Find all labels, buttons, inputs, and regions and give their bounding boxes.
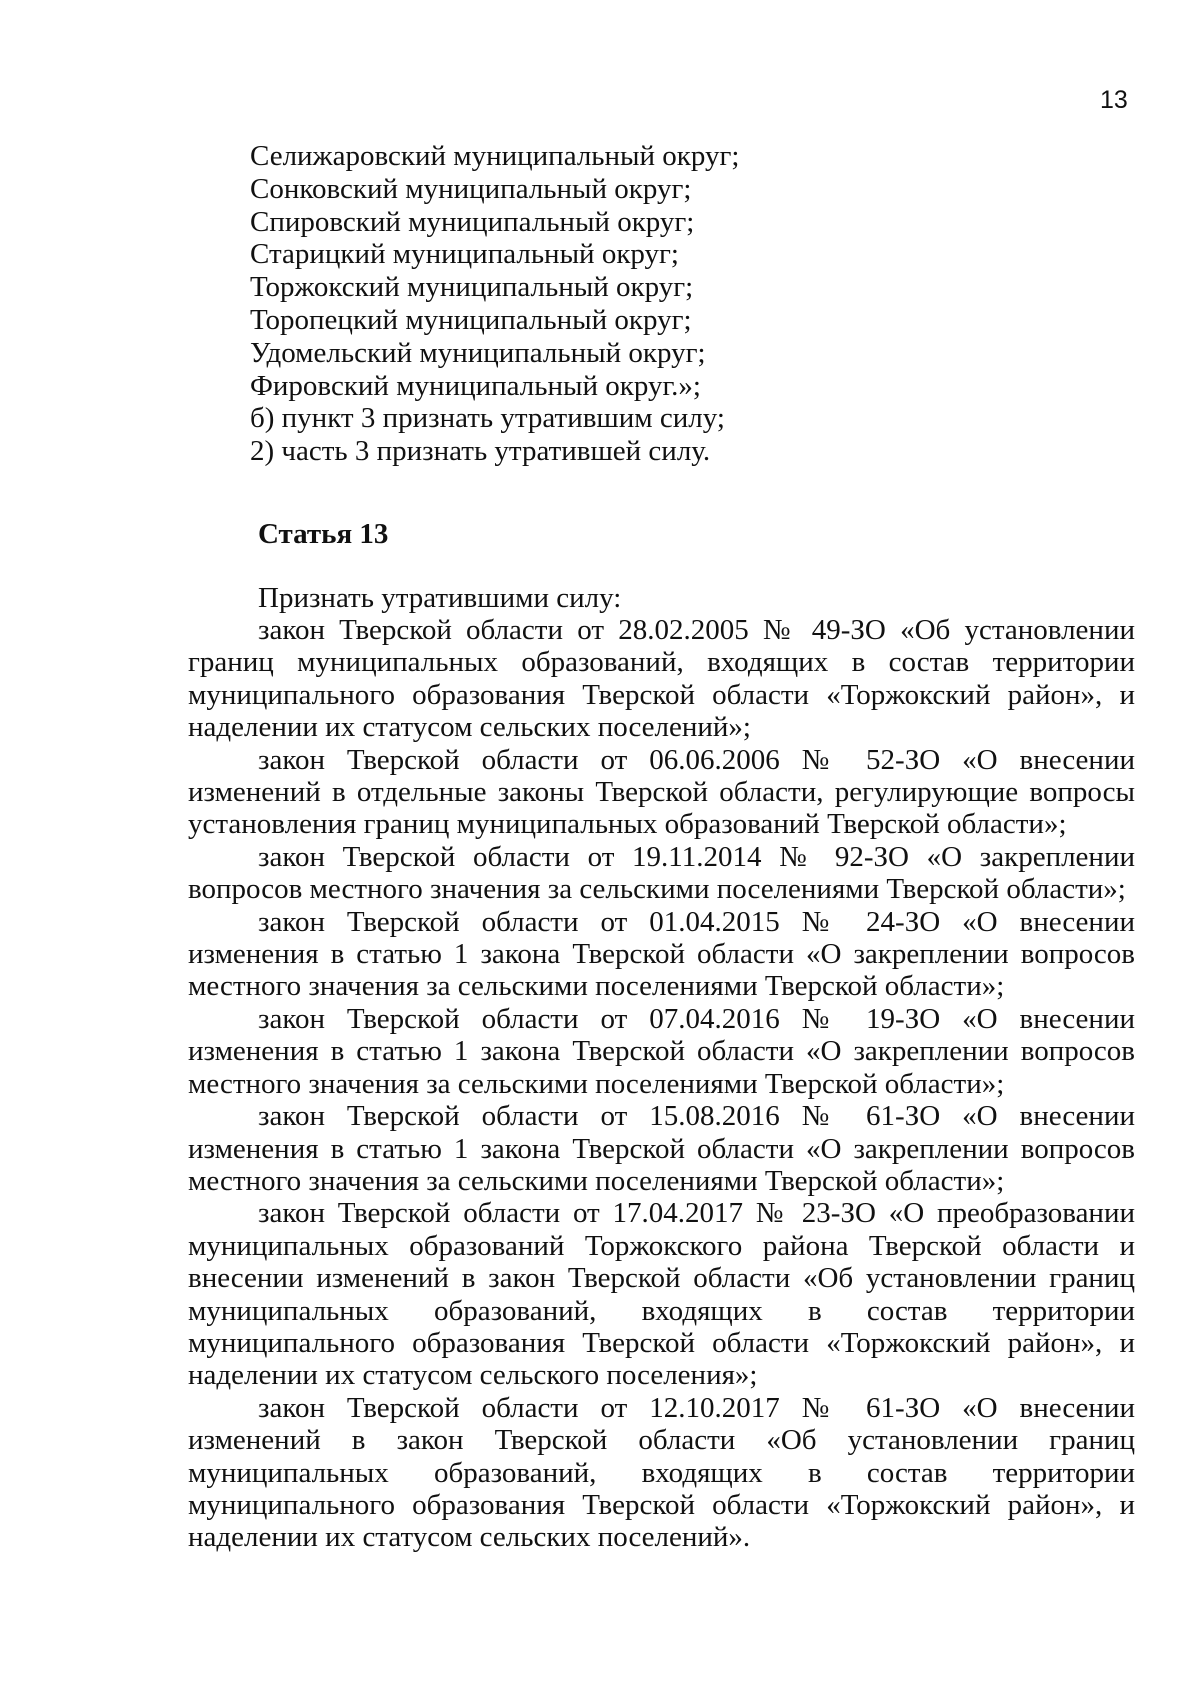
list-line: Торопецкий муниципальный округ;: [250, 303, 692, 336]
list-line: Селижаровский муниципальный округ;: [250, 140, 740, 172]
law-paragraph: закон Тверской области от 07.04.2016 № 19-ЗО «О внесении изменения в статью 1 закона Тверской области «О закреплении вопросов местного значения за сельскими поселениями Тверской области»;: [188, 1002, 1135, 1100]
article-intro: Признать утратившими силу:: [258, 582, 622, 614]
list-line: Торжокский муниципальный округ;: [250, 271, 694, 304]
list-line: Удомельский муниципальный округ;: [250, 336, 706, 369]
law-paragraph: закон Тверской области от 12.10.2017 № 61-ЗО «О внесении изменений в закон Тверской области «Об установлении границ муниципальных образований, входящих в состав территории муниципального образования Тверской области «Торжокский район», и наделении их статусом сельских поселений».: [188, 1391, 1135, 1554]
law-paragraph: закон Тверской области от 06.06.2006 № 52-ЗО «О внесении изменений в отдельные законы Тверской области, регулирующие вопросы установления границ муниципальных образований Тверской области»;: [188, 743, 1135, 841]
list-line: Спировский муниципальный округ;: [250, 205, 695, 238]
law-paragraph: закон Тверской области от 28.02.2005 № 49-ЗО «Об установлении границ муниципальных образований, входящих в состав территории муниципального образования Тверской области «Торжокский район», и наделении их статусом сельских поселений»;: [188, 614, 1135, 744]
repealed-laws-list: [188, 614, 1135, 1554]
page-number: 13: [1100, 86, 1128, 114]
list-line: б) пункт 3 признать утратившим силу;: [250, 402, 725, 435]
law-paragraph: закон Тверской области от 01.04.2015 № 24-ЗО «О внесении изменения в статью 1 закона Тверской области «О закреплении вопросов местного значения за сельскими поселениями Тверской области»;: [188, 905, 1135, 1003]
list-line: Фировский муниципальный округ.»;: [250, 369, 701, 402]
law-paragraph: закон Тверской области от 15.08.2016 № 61-ЗО «О внесении изменения в статью 1 закона Тверской области «О закреплении вопросов местного значения за сельскими поселениями Тверской области»;: [188, 1100, 1135, 1197]
list-line: Сонковский муниципальный округ;: [250, 172, 692, 205]
law-paragraph: закон Тверской области от 17.04.2017 № 23-ЗО «О преобразовании муниципальных образований Торжокского района Тверской области и внесении изменений в закон Тверской области «Об установлении границ муниципальных образований, входящих в состав территории муниципального образования Тверской области «Торжокский район», и наделении их статусом сельского поселения»;: [188, 1197, 1135, 1392]
list-line: Старицкий муниципальный округ;: [250, 238, 679, 271]
municipal-district-list: [250, 140, 1150, 468]
list-line: 2) часть 3 признать утратившей силу.: [250, 435, 711, 468]
article-heading: Статья 13: [258, 518, 389, 550]
law-paragraph: закон Тверской области от 19.11.2014 № 92-ЗО «О закреплении вопросов местного значения за сельскими поселениями Тверской области»;: [188, 840, 1135, 906]
